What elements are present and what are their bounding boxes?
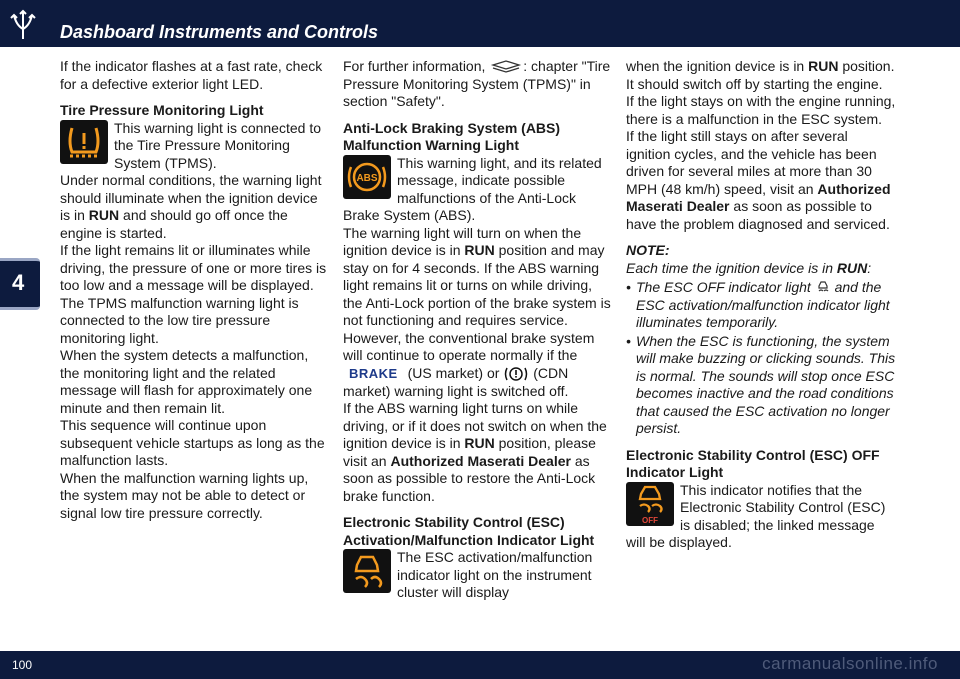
abs-heading: Anti-Lock Braking System (ABS) Malfunction Warning Light bbox=[343, 119, 561, 153]
esc-off-warning-icon bbox=[626, 482, 674, 526]
chapter-tab[interactable] bbox=[0, 258, 40, 310]
safety-book-icon bbox=[489, 59, 523, 75]
tpms-heading: Tire Pressure Monitoring Light bbox=[60, 102, 264, 118]
page-footer bbox=[0, 651, 960, 679]
svg-text:ABS: ABS bbox=[356, 172, 378, 184]
note-line: Each time the ignition device is in RUN: bbox=[626, 259, 872, 276]
list-item: • The ESC OFF indicator light and the ESC activation/malfunction indicator light illuminates temporarily. bbox=[636, 279, 896, 332]
esc-off-heading: Electronic Stability Control (ESC) OFF Indicator Light bbox=[626, 446, 880, 480]
esc-paragraph-3: It should switch off by starting the engine. bbox=[626, 75, 883, 92]
tpms-warning-icon bbox=[60, 120, 108, 164]
brake-warning-icon bbox=[503, 365, 529, 383]
esc-paragraph-1: The ESC activation/malfunction indicator light on the instrument cluster will display bbox=[397, 549, 593, 601]
column-1 bbox=[60, 58, 330, 522]
tpms-paragraph-1: This warning light is connected to the Tire Pressure Monitoring System (TPMS). bbox=[114, 119, 321, 171]
column-2 bbox=[343, 58, 613, 602]
tpms-paragraph-5: When the system detects a malfunction, the monitoring light and the related message will flash for approximately one minute and then remain lit. bbox=[60, 347, 313, 416]
svg-text:OFF: OFF bbox=[642, 515, 658, 525]
tpms-paragraph-7: When the malfunction warning lights up, the system may not be able to detect or signal low tire pressure correctly. bbox=[60, 469, 309, 521]
esc-off-small-icon bbox=[815, 280, 831, 296]
chapter-number: 4 bbox=[12, 270, 25, 295]
abs-paragraph-1: This warning light, and its related message, indicate possible malfunctions of the Anti-Lock Brake System (ABS). bbox=[343, 154, 602, 223]
list-item: • When the ESC is functioning, the system will make buzzing or clicking sounds. This is normal. The sounds will stop once ESC becomes inactive and the road conditions that caused the ESC activation no longer persist. bbox=[636, 333, 896, 438]
info-paragraph: For further information, : chapter "Tire Pressure Monitoring System (TPMS)" in section "Safety". bbox=[343, 58, 611, 109]
note-label: NOTE: bbox=[626, 242, 670, 258]
tpms-paragraph-2: Under normal conditions, the warning light should illuminate when the ignition device is in RUN and should go off once the engine is started. bbox=[60, 172, 322, 241]
esc-warning-icon bbox=[343, 549, 391, 593]
esc-heading: Electronic Stability Control (ESC) Activation/Malfunction Indicator Light bbox=[343, 514, 595, 548]
note-list bbox=[626, 279, 896, 438]
maserati-trident-logo bbox=[8, 9, 38, 41]
esc-paragraph-2: when the ignition device is in RUN position. bbox=[626, 58, 895, 74]
esc-paragraph-5: If the light still stays on after several ignition cycles, and the vehicle has been driven for several miles at more than 30 MPH (48 km/h) speed, visit an Authorized Maserati Dealer as soon as possible to have the problem diagnosed and serviced. bbox=[626, 128, 891, 232]
esc-paragraph-4: If the light stays on with the engine running, there is a malfunction in the ESC system. bbox=[626, 93, 896, 127]
tpms-paragraph-3: If the light remains lit or illuminates while driving, the pressure of one or more tires is too low and a message will be displayed. bbox=[60, 242, 327, 293]
tpms-paragraph-4: The TPMS malfunction warning light is connected to the low tire pressure monitoring light. bbox=[60, 294, 299, 346]
page-header bbox=[0, 0, 960, 47]
esc-off-paragraph: This indicator notifies that the Electronic Stability Control (ESC) is disabled; the linked message will be displayed. bbox=[626, 481, 886, 550]
abs-paragraph-3: If the ABS warning light turns on while driving, or if it does not switch on when the ignition device is in RUN position, please visit an Authorized Maserati Dealer as soon as possible to restore the Anti-Lock brake function. bbox=[343, 400, 607, 504]
page-title: Dashboard Instruments and Controls bbox=[60, 22, 379, 42]
page-number: 100 bbox=[12, 658, 33, 672]
intro-paragraph: If the indicator flashes at a fast rate, check for a defective exterior light LED. bbox=[60, 58, 323, 92]
column-3 bbox=[626, 58, 896, 552]
abs-warning-icon bbox=[343, 155, 391, 199]
watermark: carmanualsonline.info bbox=[762, 654, 938, 673]
brake-word-icon: BRAKE bbox=[349, 365, 398, 381]
tpms-paragraph-6: This sequence will continue upon subsequent vehicle startups as long as the malfunction lasts. bbox=[60, 417, 325, 468]
abs-paragraph-2: The warning light will turn on when the ignition device is in RUN position and may stay on for 4 seconds. If the ABS warning light remains lit or turns on while driving, the Anti-Lock portion of the brake system is not functioning and requires service. However, the conventional brake system will continue to operate normally if the BRAKE (US market) or (CDN market) warning light is switched off. bbox=[343, 224, 611, 399]
